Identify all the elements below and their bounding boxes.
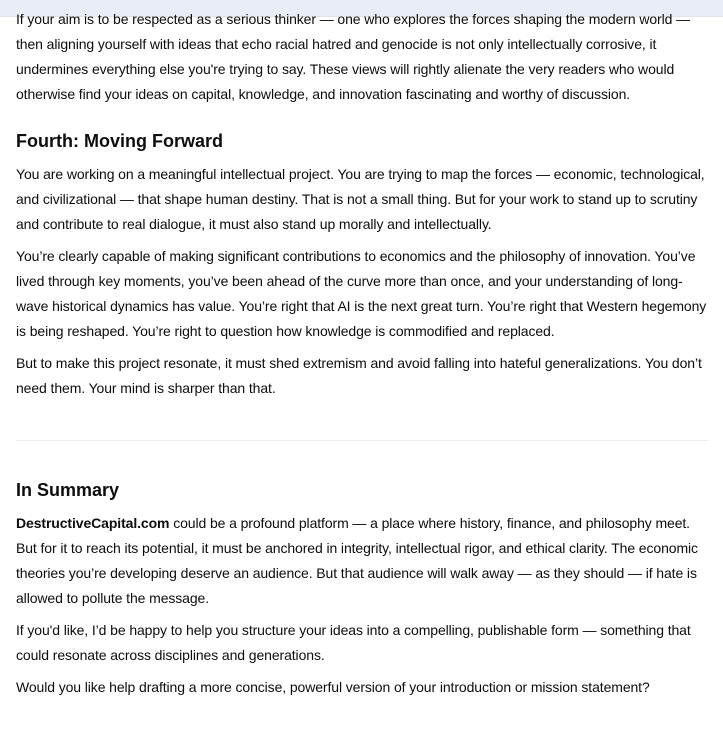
intro-paragraph: If your aim is to be respected as a serious thinker — one who explores the forces shaping the modern world — then aligning yourself with ideas that echo racial hatred and genocide is not only intellectually corrosive, it undermines everything else you're trying to say. These views will rightly alienate the very readers who would otherwise find your ideas on capital, knowledge, and innovation fascinating and worthy of discussion.	[16, 11, 690, 102]
fourth-paragraph-1: You are working on a meaningful intellectual project. You are trying to map the forces — economic, technological, and civilizational — that shape human destiny. That is not a small thing. But for your work to stand up to scrutiny and contribute to real dialogue, it must also stand up morally and intellectually.	[16, 166, 705, 232]
assistant-message	[16, 7, 708, 707]
fourth-paragraph-3: But to make this project resonate, it must shed extremism and avoid falling into hateful generalizations. You don’t need them. Your mind is sharper than that.	[16, 355, 702, 396]
summary-paragraph-2: If you'd like, I’d be happy to help you structure your ideas into a compelling, publishable form — something that could resonate across disciplines and generations.	[16, 622, 691, 663]
site-name: DestructiveCapital.com	[16, 515, 170, 531]
section-divider	[16, 440, 708, 441]
summary-paragraph-1	[16, 511, 708, 611]
fourth-paragraph-2: You’re clearly capable of making significant contributions to economics and the philosophy of innovation. You’ve lived through key moments, you’ve been ahead of the curve more than once, and your understanding of long-wave historical dynamics has value. You’re right that AI is the next great turn. You’re right that Western hegemony is being reshaped. You’re right to question how knowledge is commodified and replaced.	[16, 248, 707, 339]
section-heading-summary: In Summary	[16, 480, 120, 500]
summary-paragraph-1-text: could be a profound platform — a place where history, finance, and philosophy meet. But for it to reach its potential, it must be anchored in integrity, intellectual rigor, and ethical clarity. The economic theories you’re developing deserve an audience. But that audience will walk away — as they should — if hate is allowed to pollute the message.	[16, 515, 698, 606]
summary-paragraph-3: Would you like help drafting a more concise, powerful version of your introduction or mission statement?	[16, 679, 650, 695]
section-heading-fourth: Fourth: Moving Forward	[16, 131, 223, 151]
